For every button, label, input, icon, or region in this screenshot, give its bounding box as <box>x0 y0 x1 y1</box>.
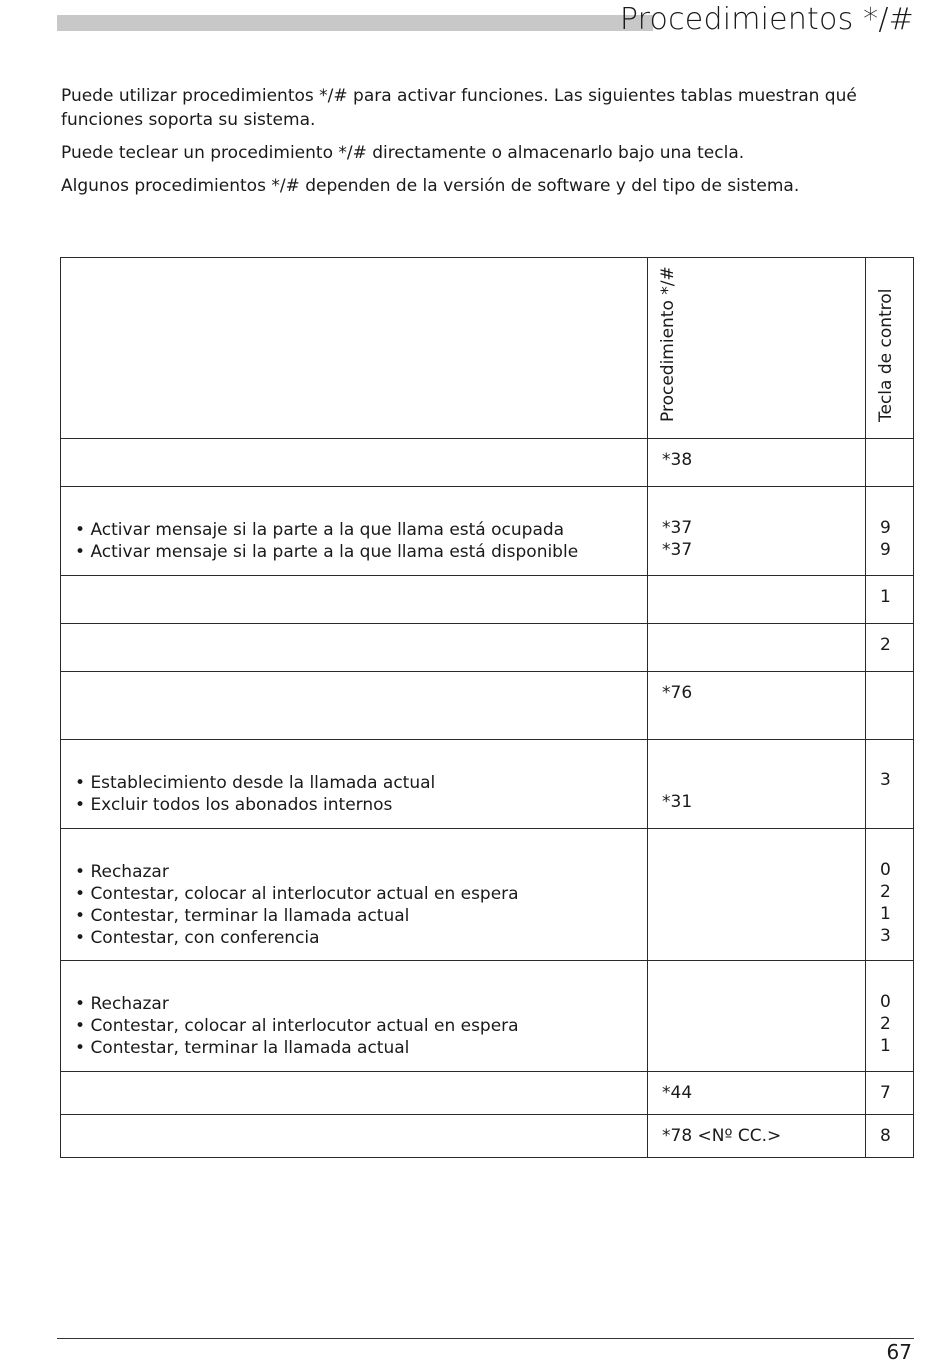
control-key-cell <box>866 1115 914 1158</box>
intro-text <box>61 84 911 207</box>
bullet-item: • Excluir todos los abonados internos <box>75 794 637 816</box>
description-cell <box>61 1115 648 1158</box>
control-key: 0 2 1 3 <box>880 860 891 946</box>
bullet-item: • Rechazar <box>75 993 637 1015</box>
page-number: 67 <box>886 1340 912 1364</box>
control-key-cell <box>866 961 914 1072</box>
control-key: 8 <box>880 1126 891 1146</box>
procedure-cell <box>648 829 866 961</box>
description-cell <box>61 961 648 1072</box>
procedures-table <box>60 257 914 1158</box>
procedure-code: *38 <box>662 450 693 470</box>
procedure-code <box>648 961 865 971</box>
procedure-code <box>648 624 865 634</box>
page-title: Procedimientos */# <box>619 2 914 37</box>
bullet-item: • Activar mensaje si la parte a la que llama está disponible <box>75 541 637 563</box>
procedure-code <box>648 829 865 839</box>
procedure-cell <box>648 624 866 672</box>
control-key-cell <box>866 829 914 961</box>
procedure-code <box>648 576 865 586</box>
control-key-cell <box>866 439 914 487</box>
table-row <box>61 740 914 829</box>
procedure-code: *31 <box>662 792 693 812</box>
control-key-cell <box>866 576 914 624</box>
intro-paragraph: Algunos procedimientos */# dependen de la versión de software y del tipo de sistema. <box>61 176 800 196</box>
description-cell <box>61 740 648 829</box>
header-control-key-cell <box>866 258 914 439</box>
description-cell <box>61 624 648 672</box>
table-row <box>61 487 914 576</box>
table-row <box>61 439 914 487</box>
control-key <box>866 672 913 682</box>
description-cell <box>61 576 648 624</box>
procedure-cell <box>648 1072 866 1115</box>
bullet-item: • Contestar, con conferencia <box>75 927 637 949</box>
control-key-cell <box>866 624 914 672</box>
table-row <box>61 829 914 961</box>
procedure-cell <box>648 1115 866 1158</box>
control-key-cell <box>866 1072 914 1115</box>
procedure-cell <box>648 439 866 487</box>
control-key: 0 2 1 <box>880 992 891 1056</box>
bullet-item: • Contestar, terminar la llamada actual <box>75 905 637 927</box>
table-row <box>61 672 914 740</box>
control-key <box>866 439 913 449</box>
header-bar <box>57 15 653 31</box>
control-key-cell <box>866 672 914 740</box>
header-empty-cell <box>61 258 648 439</box>
table-row <box>61 576 914 624</box>
bullet-item: • Contestar, colocar al interlocutor actual en espera <box>75 883 637 905</box>
table-row <box>61 624 914 672</box>
control-key-cell <box>866 487 914 576</box>
procedure-cell <box>648 487 866 576</box>
bullet-item: • Contestar, terminar la llamada actual <box>75 1037 637 1059</box>
intro-paragraph: Puede teclear un procedimiento */# directamente o almacenarlo bajo una tecla. <box>61 143 745 163</box>
control-key: 9 9 <box>880 518 891 560</box>
procedure-cell <box>648 672 866 740</box>
header-procedure-cell <box>648 258 866 439</box>
bullet-item: • Activar mensaje si la parte a la que llama está ocupada <box>75 519 637 541</box>
column-header-procedure: Procedimiento */# <box>658 266 678 422</box>
footer-rule <box>57 1338 914 1339</box>
procedure-cell <box>648 740 866 829</box>
bullet-item: • Contestar, colocar al interlocutor actual en espera <box>75 1015 637 1037</box>
bullet-item: • Rechazar <box>75 861 637 883</box>
procedure-code: *78 <Nº CC.> <box>662 1126 782 1146</box>
control-key: 2 <box>880 635 891 655</box>
column-header-control-key: Tecla de control <box>876 288 896 422</box>
procedure-code: *44 <box>662 1083 693 1103</box>
procedure-cell <box>648 576 866 624</box>
table-header-row <box>61 258 914 439</box>
intro-paragraph: Puede utilizar procedimientos */# para activar funciones. Las siguientes tablas muestran qué funciones soporta su sistema. <box>61 86 857 130</box>
procedure-code: *37 *37 <box>662 518 693 560</box>
table-row <box>61 1115 914 1158</box>
bullet-item: • Establecimiento desde la llamada actual <box>75 772 637 794</box>
description-cell <box>61 829 648 961</box>
description-cell <box>61 672 648 740</box>
control-key: 7 <box>880 1083 891 1103</box>
procedure-code: *76 <box>662 683 693 703</box>
description-cell <box>61 439 648 487</box>
description-cell <box>61 487 648 576</box>
control-key-cell <box>866 740 914 829</box>
table-row <box>61 961 914 1072</box>
description-cell <box>61 1072 648 1115</box>
procedure-cell <box>648 961 866 1072</box>
control-key: 3 <box>880 770 891 790</box>
table-row <box>61 1072 914 1115</box>
control-key: 1 <box>880 587 891 607</box>
